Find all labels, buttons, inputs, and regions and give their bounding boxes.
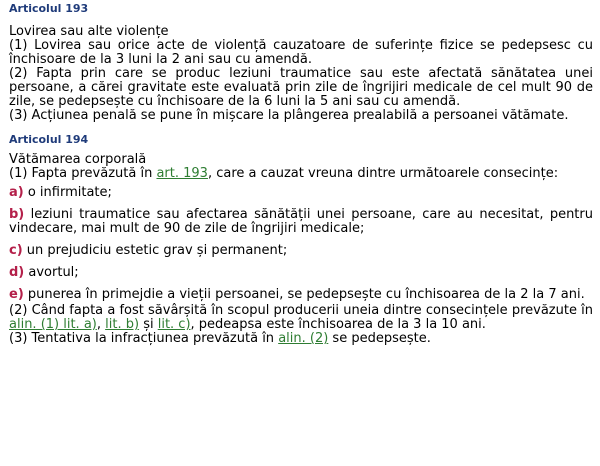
paragraph-text: , care a cauzat vreuna dintre următoarele consecințe: bbox=[207, 166, 559, 181]
article-193-heading: Articolul 193 bbox=[9, 2, 89, 15]
litera-text: punerea în primejdie a vieții persoanei, se pedepsește cu închisoarea de la 2 la 7 ani. bbox=[23, 287, 585, 302]
paragraph-text: , pedeapsa este închisoarea de la 3 la 10 ani. bbox=[190, 317, 486, 332]
litera-text: leziuni traumatice sau afectarea sănătății unei persoane, care au necesitat, pentru vindecare, mai mult de 90 de zile de îngrijiri medicale; bbox=[9, 207, 593, 236]
article-194-title: Vătămarea corporală bbox=[9, 152, 147, 167]
litera-e bbox=[9, 288, 593, 302]
litera-label: a) bbox=[9, 185, 24, 200]
article-194 bbox=[9, 133, 593, 346]
link-art-193[interactable]: art. 193 bbox=[156, 166, 208, 181]
paragraph-text: (2) Când fapta a fost săvârșită în scopul producerii uneia dintre consecințele prevăzute în bbox=[9, 303, 593, 318]
article-194-heading: Articolul 194 bbox=[9, 133, 89, 146]
article-193-paragraph-2: (2) Fapta prin care se produc leziuni traumatice sau este afectată sănătatea unei persoane, a cărei gravitate este evaluată prin zile de îngrijiri medicale de cel mult 90 de zile, se pedepsește cu închisoare de la 6 luni la 5 ani sau cu amendă. bbox=[9, 66, 593, 109]
article-193-paragraph-1: (1) Lovirea sau orice acte de violență cauzatoare de suferințe fizice se pedepsesc cu închisoare de la 3 luni la 2 ani sau cu amendă. bbox=[9, 38, 593, 67]
litera-b bbox=[9, 208, 593, 236]
link-alin-1-lit-a[interactable]: alin. (1) lit. a) bbox=[9, 317, 97, 332]
litera-label: d) bbox=[9, 265, 25, 280]
litera-label: b) bbox=[9, 207, 25, 222]
litera-label: e) bbox=[9, 287, 24, 302]
litera-c bbox=[9, 244, 593, 258]
article-194-paragraph-1 bbox=[9, 167, 593, 181]
litera-text: un prejudiciu estetic grav și permanent; bbox=[22, 243, 288, 258]
article-193-paragraph-3: (3) Acțiunea penală se pune în mișcare la plângerea prealabilă a persoanei vătămate. bbox=[9, 108, 569, 123]
paragraph-text: (1) Fapta prevăzută în bbox=[9, 166, 157, 181]
litera-label: c) bbox=[9, 243, 23, 258]
litera-d bbox=[9, 266, 593, 280]
article-193-title: Lovirea sau alte violențe bbox=[9, 24, 169, 39]
link-lit-c[interactable]: lit. c) bbox=[157, 317, 191, 332]
litera-a bbox=[9, 186, 593, 200]
paragraph-text: (3) Tentativa la infracțiunea prevăzută în bbox=[9, 331, 279, 346]
article-194-paragraph-2 bbox=[9, 304, 593, 332]
link-alin-2[interactable]: alin. (2) bbox=[278, 331, 329, 346]
paragraph-text: , bbox=[96, 317, 106, 332]
litera-text: o infirmitate; bbox=[23, 185, 112, 200]
article-193 bbox=[9, 2, 593, 123]
link-lit-b[interactable]: lit. b) bbox=[105, 317, 140, 332]
paragraph-text: și bbox=[139, 317, 158, 332]
litera-text: avortul; bbox=[24, 265, 79, 280]
paragraph-text: se pedepsește. bbox=[328, 331, 431, 346]
article-194-paragraph-3 bbox=[9, 332, 593, 346]
